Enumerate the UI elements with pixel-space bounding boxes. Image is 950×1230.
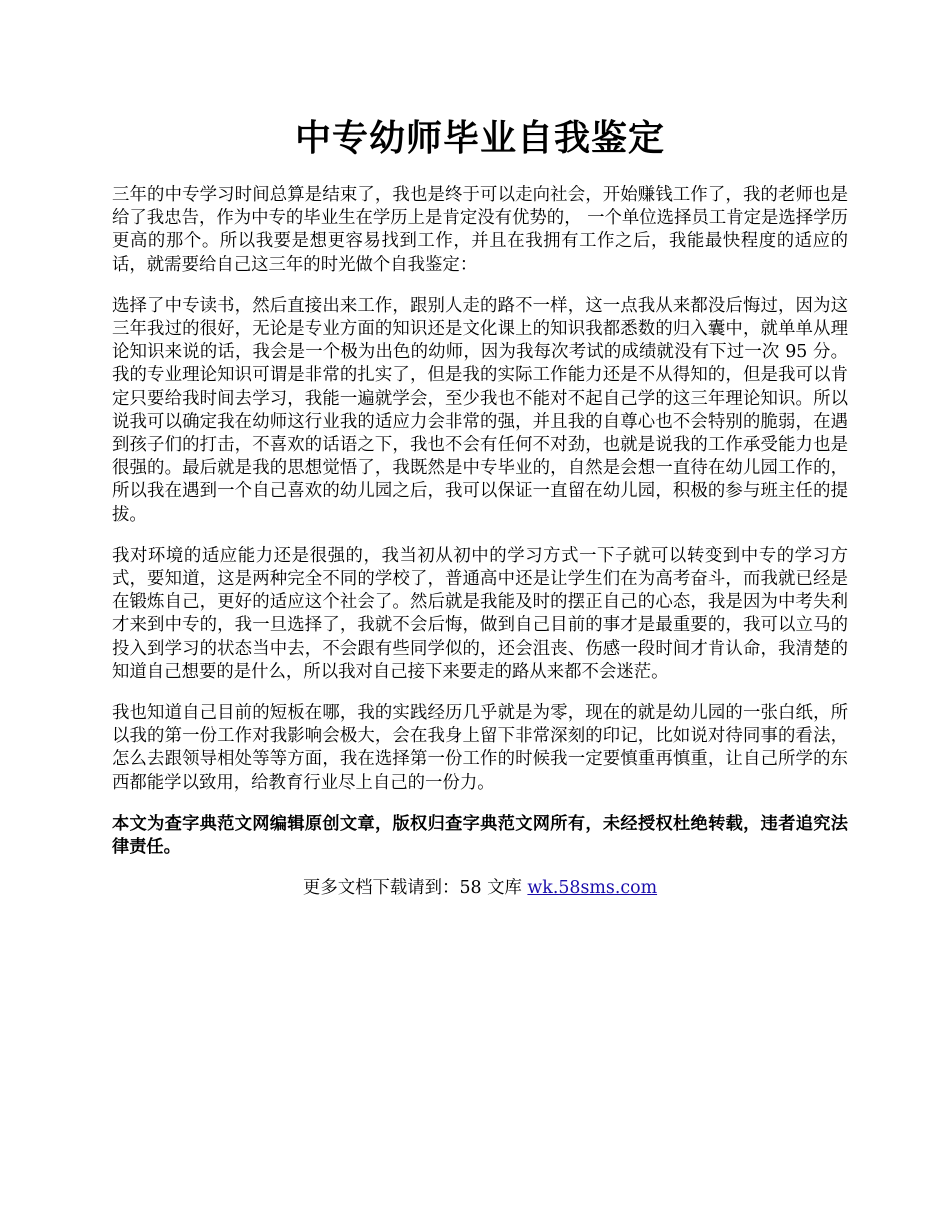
document-title: 中专幼师毕业自我鉴定 — [294, 117, 665, 159]
paragraph-shortcomings: 我也知道自己目前的短板在哪，我的实践经历几乎就是为零，现在的就是幼儿园的一张白纸，所以我的第一份工作对我影响会极大，会在我身上留下非常深刻的印记，比如说对待同事的看法，怎么去跟领导相处等等方面，我在选择第一份工作的时候我一定要慎重再慎重，让自己所学的东西都能学以致用，给教育行业尽上自己的一份力。 — [112, 703, 848, 793]
footer-prefix: 更多文档下载请到：58 文库 — [302, 878, 528, 899]
download-footer — [112, 877, 848, 900]
paragraph-study: 选择了中专读书，然后直接出来工作，跟别人走的路不一样，这一点我从来都没后悔过，因为这三年我过的很好，无论是专业方面的知识还是文化课上的知识我都悉数的归入囊中，就单单从理论知识来说的话，我会是一个极为出色的幼师，因为我每次考试的成绩就没有下过一次 95 分。我的专业理论知识可谓是非常的扎实了，但是我的实际工作能力还是不从得知的，但是我可以肯定只要给我时间去学习，我能一遍就学会，至少我也不能对不起自己学的这三年理论知识。所以说我可以确定我在幼师这行业我的适应力会非常的强，并且我的自尊心也不会特别的脆弱，在遇到孩子们的打击，不喜欢的话语之下，我也不会有任何不对劲，也就是说我的工作承受能力也是很强的。最后就是我的思想觉悟了，我既然是中专毕业的，自然是会想一直待在幼儿园工作的，所以我在遇到一个自己喜欢的幼儿园之后，我可以保证一直留在幼儿园，积极的参与班主任的提拔。 — [112, 295, 848, 525]
copyright-notice: 本文为查字典范文网编辑原创文章，版权归查字典范文网所有，未经授权杜绝转载，违者追究法律责任。 — [112, 813, 848, 858]
download-site-link[interactable]: wk.58sms.com — [527, 878, 658, 899]
document-page — [112, 112, 848, 900]
paragraph-intro: 三年的中专学习时间总算是结束了，我也是终于可以走向社会，开始赚钱工作了，我的老师也是给了我忠告，作为中专的毕业生在学历上是肯定没有优势的， 一个单位选择员工肯定是选择学历更高的那个。所以我要是想更容易找到工作，并且在我拥有工作之后，我能最快程度的适应的话，就需要给自己这三年的时光做个自我鉴定： — [112, 185, 848, 275]
paragraph-adaptability: 我对环境的适应能力还是很强的，我当初从初中的学习方式一下子就可以转变到中专的学习方式，要知道，这是两种完全不同的学校了，普通高中还是让学生们在为高考奋斗，而我就已经是在锻炼自己，更好的适应这个社会了。然后就是我能及时的摆正自己的心态，我是因为中考失利才来到中专的，我一旦选择了，我就不会后悔，做到自己目前的事才是最重要的，我可以立马的投入到学习的状态当中去，不会跟有些同学似的，还会沮丧、伤感一段时间才肯认命，我清楚的知道自己想要的是什么，所以我对自己接下来要走的路从来都不会迷茫。 — [112, 545, 848, 682]
